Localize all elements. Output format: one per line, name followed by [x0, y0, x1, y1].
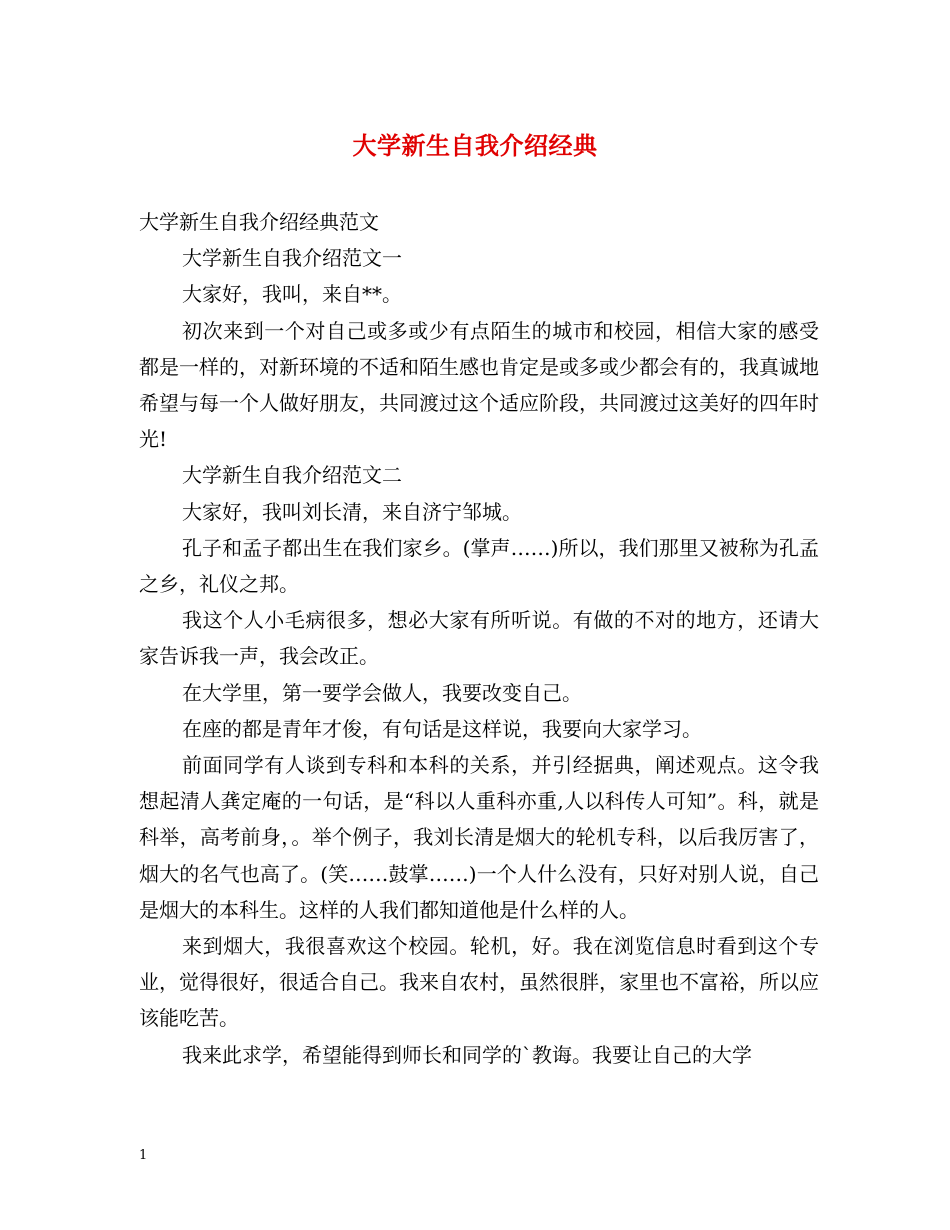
- document-body: [139, 204, 819, 1073]
- body-paragraph: 来到烟大，我很喜欢这个校园。轮机，好。我在浏览信息时看到这个专业，觉得很好，很适合自己。我来自农村，虽然很胖，家里也不富裕，所以应该能吃苦。: [139, 934, 819, 1031]
- body-paragraph: 我来此求学，希望能得到师长和同学的`教诲。我要让自己的大学: [182, 1042, 752, 1067]
- page-number: 1: [139, 1148, 148, 1163]
- body-paragraph: 大家好，我叫刘长清，来自济宁邹城。: [182, 499, 522, 524]
- body-paragraph: 在座的都是青年才俊，有句话是这样说，我要向大家学习。: [182, 716, 702, 741]
- body-paragraph: 孔子和孟子都出生在我们家乡。(掌声……)所以，我们那里又被称为孔孟之乡，礼仪之邦。: [139, 535, 819, 597]
- body-paragraph: 我这个人小毛病很多，想必大家有所听说。有做的不对的地方，还请大家告诉我一声，我会改正。: [139, 608, 819, 669]
- body-paragraph: 大学新生自我介绍范文二: [182, 463, 402, 488]
- document-title: 大学新生自我介绍经典: [352, 131, 598, 160]
- body-paragraph: 前面同学有人谈到专科和本科的关系，并引经据典，阐述观点。这令我想起清人龚定庵的一句话，是“科以人重科亦重,人以科传人可知”。科，就是科举，高考前身，。举个例子，我刘长清是烟大的轮机专科，以后我厉害了，烟大的名气也高了。(笑……鼓掌……)一个人什么没有，只好对别人说，自己是烟大的本科生。这样的人我们都知道他是什么样的人。: [139, 753, 819, 922]
- body-paragraph: 在大学里，第一要学会做人，我要改变自己。: [182, 680, 582, 705]
- body-paragraph: 初次来到一个对自己或多或少有点陌生的城市和校园，相信大家的感受都是一样的，对新环境的不适和陌生感也肯定是或多或少都会有的，我真诚地希望与每一个人做好朋友，共同渡过这个适应阶段，共同渡过这美好的四年时光!: [139, 318, 819, 452]
- body-paragraph: 大学新生自我介绍经典范文: [139, 210, 379, 234]
- body-paragraph: 大学新生自我介绍范文一: [182, 246, 402, 271]
- body-paragraph: 大家好，我叫，来自**。: [182, 282, 402, 307]
